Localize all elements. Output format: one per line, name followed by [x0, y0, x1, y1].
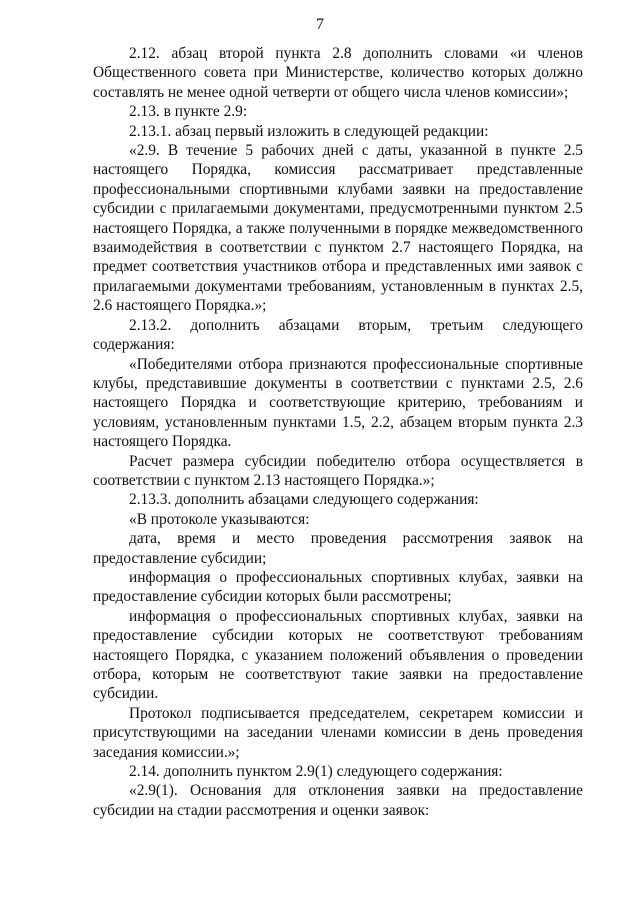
- paragraph-2-14: 2.14. дополнить пунктом 2.9(1) следующего содержания:: [129, 763, 503, 781]
- page-number: 7: [316, 16, 324, 33]
- paragraph-protocol-reviewed: информация о профессиональных спортивных клубах, заявки на предоставление субсидии которых были рассмотрены;: [93, 568, 583, 606]
- paragraph-2-9-1: «2.9(1). Основания для отклонения заявки на предоставление субсидии на стадии рассмотрения и оценки заявок:: [93, 782, 583, 819]
- document-body: [93, 44, 583, 820]
- paragraph-protocol-intro: «В протоколе указываются:: [129, 510, 310, 528]
- paragraph-protocol-rejected: информация о профессиональных спортивных клубах, заявки на предоставление субсидии которых не соответствуют требованиям настоящего Порядка, с указанием положений объявления о проведении отбора, которым не соответствуют такие заявки на предоставление субсидии.: [93, 607, 583, 703]
- paragraph-2-13-1: 2.13.1. абзац первый изложить в следующей редакции:: [129, 122, 489, 140]
- paragraph-subsidy-calc: Расчет размера субсидии победителю отбора осуществляется в соответствии с пунктом 2.13 настоящего Порядка.»;: [93, 452, 583, 489]
- paragraph-protocol-signed: Протокол подписывается председателем, секретарем комиссии и присутствующими на заседании членами комиссии в день проведения заседания комиссии.»;: [93, 704, 583, 761]
- paragraph-2-13-3: 2.13.3. дополнить абзацами следующего содержания:: [129, 491, 479, 509]
- paragraph-protocol-date: дата, время и место проведения рассмотрения заявок на предоставление субсидии;: [93, 530, 583, 567]
- paragraph-2-13-2: 2.13.2. дополнить абзацами вторым, третьим следующего содержания:: [93, 316, 583, 354]
- paragraph-winners: «Победителями отбора признаются профессиональные спортивные клубы, представившие документы в соответствии с пунктами 2.5, 2.6 настоящего Порядка и соответствующие критерию, требованиям и условиям, установленным пунктами 1.5, 2.2, абзацем вторым пункта 2.3 настоящего Порядка.: [93, 355, 583, 451]
- paragraph-2-9-text: «2.9. В течение 5 рабочих дней с даты, указанной в пункте 2.5 настоящего Порядка, комиссия рассматривает представленные профессиональными спортивными клубами заявки на предоставление субсидии с прилагаемыми документами, предусмотренными пунктом 2.5 настоящего Порядка, а также полученными в порядке межведомственного взаимодействия в соответствии с пунктом 2.7 настоящего Порядка, на предмет соответствия участников отбора и представленных ими заявок с прилагаемыми документами требованиям, установленным в пунктах 2.5, 2.6 настоящего Порядка.»;: [93, 142, 583, 315]
- paragraph-2-12: 2.12. абзац второй пункта 2.8 дополнить словами «и членов Общественного совета при Министерстве, количество которых должно составлять не менее одной четверти от общего числа членов комиссии»;: [93, 45, 583, 101]
- paragraph-2-13: 2.13. в пункте 2.9:: [129, 103, 248, 121]
